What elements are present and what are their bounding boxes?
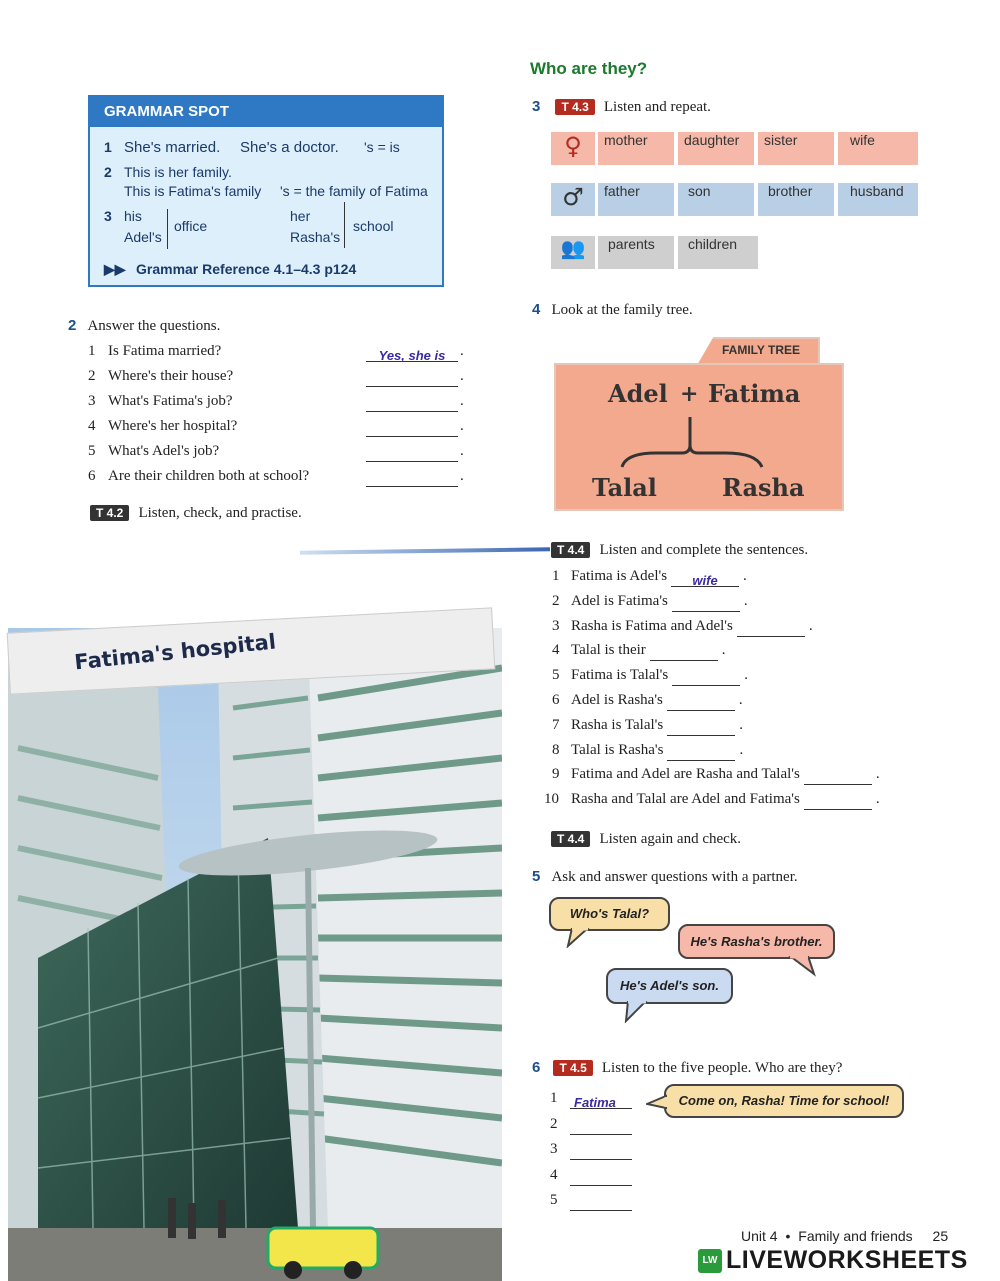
t44-check-text: Listen again and check.: [599, 831, 742, 847]
tree-plus: +: [680, 381, 699, 407]
track-tag-4-4: T 4.4: [551, 542, 590, 558]
sentence-row: [544, 717, 944, 739]
item-blank[interactable]: [570, 1143, 632, 1160]
speech-bubble-adels-son: He's Adel's son.: [606, 968, 733, 1004]
speech-bubble-come-on-rasha: Come on, Rasha! Time for school!: [664, 1084, 904, 1118]
gs-line1-a: She's married.: [124, 139, 221, 156]
ex5-number: 5: [532, 868, 541, 885]
footer-page-number: 25: [932, 1228, 949, 1244]
sentence-blank[interactable]: [667, 744, 735, 761]
ex2-question-row: [88, 443, 468, 465]
track-tag-4-3: T 4.3: [555, 99, 594, 115]
gs-line3-school: school: [353, 218, 394, 234]
people-icon: 👥: [551, 236, 595, 269]
question-text: What's Adel's job?: [108, 443, 220, 459]
ex6-item: [550, 1167, 650, 1189]
sentence-row: [544, 692, 944, 714]
liveworksheets-logo-icon: LW: [698, 1249, 722, 1273]
ex2-question-row: [88, 393, 468, 415]
ex2-question-row: [88, 468, 468, 490]
item-number: 2: [550, 1115, 558, 1132]
ex6-number: 6: [532, 1059, 541, 1076]
ex3-text: Listen and repeat.: [603, 99, 711, 115]
question-text: Are their children both at school?: [108, 468, 310, 484]
sentence-number: 2: [552, 592, 560, 609]
answer-blank[interactable]: [366, 445, 458, 462]
ex4-heading: [532, 299, 693, 319]
sentence-blank[interactable]: [672, 669, 740, 686]
sentence-answer: wife: [692, 573, 718, 588]
gs-num-3: 3: [104, 208, 112, 224]
ex6-text: Listen to the five people. Who are they?: [601, 1060, 843, 1076]
answer-period: .: [460, 468, 464, 484]
sentence-text: Talal is their: [571, 642, 646, 659]
word-sister: sister: [758, 132, 834, 165]
item-blank[interactable]: [570, 1118, 632, 1135]
answer-period: .: [460, 393, 464, 409]
sentence-row: [544, 667, 944, 689]
sentence-text: Rasha is Talal's: [571, 716, 664, 733]
sentence-period: .: [875, 766, 880, 783]
gs-line2-b: This is Fatima's family: [124, 183, 262, 199]
sentence-row: [544, 766, 944, 788]
question-number: 3: [88, 393, 96, 409]
word-children: children: [678, 236, 758, 269]
section-heading-who-are-they: Who are they?: [530, 59, 648, 78]
word-daughter: daughter: [678, 132, 754, 165]
word-father: father: [598, 183, 674, 216]
tree-parent-adel: Adel: [608, 379, 668, 408]
sentence-period: .: [738, 692, 743, 708]
sentence-blank[interactable]: [804, 793, 872, 810]
speech-bubble-rashas-brother: He's Rasha's brother.: [678, 924, 835, 959]
answer-period: .: [460, 418, 464, 434]
track-tag-4-5: T 4.5: [553, 1060, 592, 1076]
gs-num-1: 1: [104, 139, 112, 155]
sentence-row: [544, 642, 944, 664]
grammar-spot-title: GRAMMAR SPOT: [90, 97, 442, 127]
decorative-stroke: [300, 547, 550, 554]
item-number: 5: [550, 1192, 558, 1208]
sentence-row: [544, 593, 944, 615]
sentence-blank[interactable]: [737, 620, 805, 637]
track-tag-4-2: T 4.2: [90, 505, 129, 521]
family-tree: [554, 363, 844, 511]
t44-text: Listen and complete the sentences.: [599, 542, 809, 558]
bubble-tail-2: [788, 956, 818, 978]
answer-blank[interactable]: [366, 420, 458, 437]
answer-period: .: [460, 443, 464, 459]
sentence-text: Adel is Rasha's: [571, 692, 663, 708]
sentence-blank[interactable]: [667, 694, 735, 711]
sentence-number: 9: [552, 766, 560, 783]
sentence-period: .: [721, 642, 726, 659]
ex2-question-row: [88, 343, 468, 365]
sentence-period: .: [739, 716, 743, 733]
gs-line3-rashas: Rasha's: [290, 229, 341, 245]
bubble-tail-3: [624, 1001, 654, 1023]
question-text: What's Fatima's job?: [108, 393, 233, 409]
ex4-text: Look at the family tree.: [551, 302, 693, 318]
hospital-building-illustration: [8, 628, 502, 1281]
ex2-track-text: Listen, check, and practise.: [138, 505, 302, 521]
sentence-text: Fatima is Talal's: [571, 667, 669, 684]
page-footer: [741, 1228, 948, 1244]
sentence-number: 1: [552, 568, 560, 584]
question-number: 6: [88, 468, 96, 484]
sentence-blank[interactable]: [671, 570, 739, 587]
t44-check-line: [551, 828, 741, 848]
ex6-item: [550, 1192, 650, 1214]
item-number: 4: [550, 1166, 558, 1183]
tree-child-talal: Talal: [592, 473, 657, 502]
female-symbol-icon: ♀: [551, 132, 595, 165]
bubble-tail-4: [646, 1094, 668, 1112]
answer-text: Yes, she is: [378, 348, 446, 363]
ex3-number: 3: [532, 98, 541, 115]
speech-bubble-whos-talal: Who's Talal?: [549, 897, 670, 931]
gs-grammar-reference: Grammar Reference 4.1–4.3 p124: [136, 261, 357, 277]
word-husband: husband: [838, 183, 918, 216]
sentence-text: Rasha and Talal are Adel and Fatima's: [571, 791, 800, 808]
question-number: 1: [88, 343, 96, 359]
sentence-blank[interactable]: [804, 768, 872, 785]
word-wife: wife: [838, 132, 918, 165]
answer-blank[interactable]: [366, 345, 458, 362]
ex6-heading: [532, 1057, 842, 1077]
sentence-text: Fatima and Adel are Rasha and Talal's: [571, 766, 800, 783]
sentence-blank[interactable]: [650, 644, 718, 661]
sentence-row: [544, 568, 944, 590]
gs-ref-arrow-icon: ▶▶: [104, 261, 126, 277]
sentence-period: .: [875, 791, 880, 808]
gs-line2-c: 's = the family of Fatima: [280, 183, 428, 199]
sentence-number: 8: [552, 741, 560, 758]
footer-bullet: •: [785, 1228, 791, 1244]
item-blank[interactable]: [570, 1092, 632, 1109]
sentence-period: .: [743, 568, 747, 584]
question-text: Where's their house?: [108, 368, 234, 384]
sentence-period: .: [744, 667, 748, 684]
item-number: 3: [550, 1141, 558, 1157]
sentence-row: [544, 618, 944, 640]
sentence-number: 3: [552, 617, 560, 634]
grammar-spot-box: [88, 95, 444, 287]
gs-divider-1: [167, 209, 168, 249]
answer-blank[interactable]: [366, 370, 458, 387]
answer-blank[interactable]: [366, 470, 458, 487]
ex5-text: Ask and answer questions with a partner.: [551, 869, 798, 885]
answer-blank[interactable]: [366, 395, 458, 412]
photo-caption: Fatima's hospital: [73, 629, 278, 675]
sentence-number: 4: [552, 642, 560, 659]
question-number: 4: [88, 418, 96, 434]
ex5-heading: [532, 866, 798, 886]
word-mother: mother: [598, 132, 674, 165]
gs-line1-b: She's a doctor.: [240, 139, 339, 156]
item-blank[interactable]: [570, 1194, 632, 1211]
sentence-number: 5: [552, 667, 560, 684]
gs-line3-her: her: [290, 208, 311, 224]
footer-title: Family and friends: [798, 1228, 913, 1244]
question-number: 5: [88, 443, 96, 459]
question-text: Is Fatima married?: [108, 343, 222, 359]
word-brother: brother: [758, 183, 834, 216]
track-tag-4-4-again: T 4.4: [551, 831, 590, 847]
tree-child-rasha: Rasha: [722, 473, 805, 502]
ex2-track-line: [90, 502, 302, 522]
word-parents: parents: [598, 236, 674, 269]
sentence-number: 7: [552, 716, 560, 733]
sentence-period: .: [739, 741, 744, 758]
item-number: 1: [550, 1090, 558, 1106]
ex2-instruction: Answer the questions.: [87, 318, 221, 334]
sentence-text: Adel is Fatima's: [571, 592, 668, 609]
sentence-text: Talal is Rasha's: [571, 741, 664, 758]
answer-period: .: [460, 343, 464, 359]
gs-line3-his: his: [124, 208, 142, 224]
sentence-text: Rasha is Fatima and Adel's: [571, 617, 733, 634]
ex2-heading: [68, 315, 220, 335]
ex4-number: 4: [532, 301, 541, 318]
item-answer: Fatima: [574, 1095, 616, 1110]
sentence-blank[interactable]: [667, 719, 735, 736]
word-son: son: [678, 183, 754, 216]
bubble-tail-1: [566, 928, 596, 948]
sentence-blank[interactable]: [672, 595, 740, 612]
gs-line2-a: This is her family.: [124, 164, 232, 180]
ex2-number: 2: [68, 317, 77, 334]
family-tree-label: FAMILY TREE: [722, 343, 801, 357]
ex6-item: [550, 1090, 650, 1112]
ex6-item: [550, 1116, 650, 1138]
tree-parent-fatima: Fatima: [708, 379, 801, 408]
gs-line1-c: 's = is: [364, 139, 400, 155]
sentence-number: 6: [552, 692, 560, 708]
footer-unit: Unit 4: [741, 1228, 778, 1244]
answer-period: .: [460, 368, 464, 384]
sentence-number: 10: [544, 791, 559, 808]
sentence-period: .: [743, 592, 748, 609]
gs-num-2: 2: [104, 164, 112, 180]
male-symbol-icon: ♂: [551, 183, 595, 216]
question-number: 2: [88, 368, 96, 384]
gs-line3-office: office: [174, 218, 208, 234]
gs-line3-adels: Adel's: [124, 229, 162, 245]
sentence-row: [544, 791, 944, 813]
ex3-heading: [532, 96, 711, 116]
gs-divider-2: [344, 202, 345, 248]
sentence-row: [544, 742, 944, 764]
ex6-item: [550, 1141, 650, 1163]
question-text: Where's her hospital?: [108, 418, 238, 434]
sentence-text: Fatima is Adel's: [571, 568, 668, 584]
ex2-question-row: [88, 418, 468, 440]
sentence-period: .: [808, 617, 813, 634]
t44-heading: [551, 539, 808, 559]
item-blank[interactable]: [570, 1169, 632, 1186]
ex2-question-row: [88, 368, 468, 390]
liveworksheets-brand[interactable]: LIVEWORKSHEETS: [726, 1246, 968, 1274]
hospital-photo: [8, 628, 502, 1281]
